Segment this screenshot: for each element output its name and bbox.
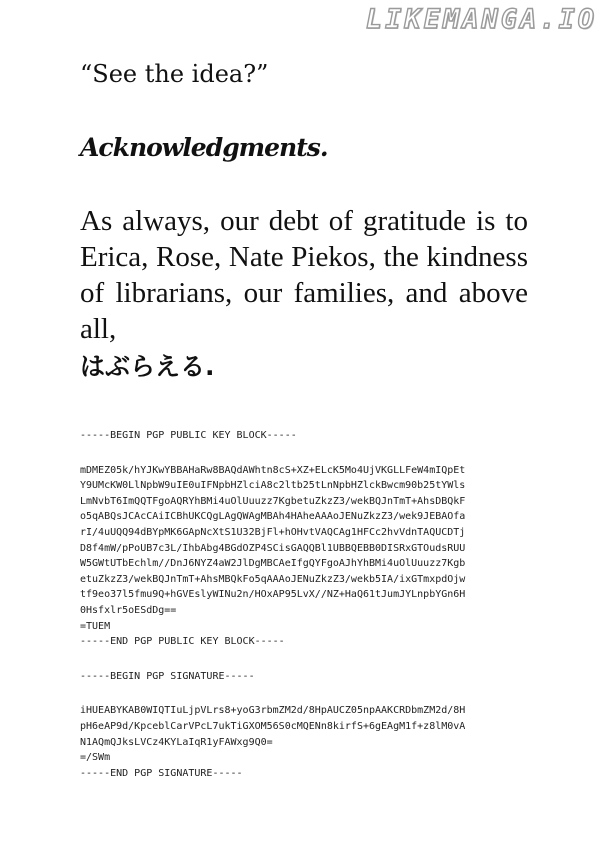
pgp-public-key-line: rI/4uUQQ94dBYpMK6GApNcXtS1U32BjFl+hOHvtVAQCAg1HFCc2hvVdnTAQUCDTj (80, 526, 466, 538)
pgp-signature-line: iHUEABYKAB0WIQTIuLjpVLrs8+yoG3rbmZM2d/8HpAUCZ05npAAKCRDbmZM2d/8H (80, 705, 466, 717)
pgp-public-key-line: 0Hsfxlr5oESdDg== (80, 604, 177, 616)
site-watermark: LIKEMANGA.IO (365, 4, 597, 35)
pgp-public-key-line: D8f4mW/pPoUB7c3L/IhbAbg4BGdOZP4SCisGAQQBl1UBBQEBB0DISRxGTOudsRUU (80, 542, 466, 554)
acknowledgments-text: As always, our debt of gratitude is to Erica, Rose, Nate Piekos, the kindness of librarians, our families, and above all, (80, 205, 528, 345)
pgp-public-key-end: -----END PGP PUBLIC KEY BLOCK----- (80, 636, 285, 648)
pgp-public-key-checksum: =TUEM (80, 620, 111, 632)
quote-line: “See the idea?” (80, 60, 269, 88)
pgp-signature-end: -----END PGP SIGNATURE----- (80, 767, 243, 779)
pgp-spacer (80, 444, 570, 463)
pgp-block (80, 428, 570, 781)
acknowledgments-heading: Acknowledgments. (80, 133, 328, 162)
acknowledgments-closing: はぶらえる. (80, 352, 215, 381)
pgp-signature-line: N1AQmQJksLVCz4KYLaIqR1yFAWxg9Q0= (80, 736, 273, 748)
pgp-public-key-begin: -----BEGIN PGP PUBLIC KEY BLOCK----- (80, 430, 297, 441)
pgp-public-key-line: tf9eo37l5fmu9Q+hGVEslyWINu2n/HOxAP95LvX//NZ+HaQ61tJumJYLnpbYGn6H (80, 589, 466, 601)
pgp-spacer (80, 684, 570, 703)
pgp-public-key-line: LmNvbT6ImQQTFgoAQRYhBMi4uOlUuuzz7KgbetuZkzZ3/wekBQJnTmT+AhsDBQkF (80, 495, 466, 507)
pgp-public-key-line: mDMEZ05k/hYJKwYBBAHaRw8BAQdAWhtn8cS+XZ+ELcK5Mo4UjVKGLLFeW4mIQpEt (80, 464, 466, 476)
pgp-public-key-line: Y9UMcKW0LlNpbW9uIE0uIFNpbHZlciA8c2ltb25tLnNpbHZlckBwcm90b25tYWls (80, 480, 466, 492)
pgp-spacer (80, 650, 570, 669)
pgp-public-key-line: o5qABQsJCAcCAiICBhUKCQgLAgQWAgMBAh4HAheAAAoJENuZkzZ3/wek9JEBAOfa (80, 511, 466, 523)
pgp-public-key-line: etuZkzZ3/wekBQJnTmT+AhsMBQkFo5qAAAoJENuZkzZ3/wekb5IA/ixGTmxpdOjw (80, 573, 466, 585)
pgp-signature-begin: -----BEGIN PGP SIGNATURE----- (80, 670, 255, 682)
pgp-signature-line: pH6eAP9d/KpceblCarVPcL7ukTiGXOM56S0cMQENn8kirfS+6gEAgM1f+z8lM0vA (80, 720, 466, 732)
acknowledgments-body (80, 203, 528, 387)
pgp-signature-checksum: =/SWm (80, 752, 111, 764)
pgp-public-key-line: W5GWtUTbEchlm//DnJ6NYZ4aW2JlDgMBCAeIfgQYFgoAJhYhBMi4uOlUuuzz7Kgb (80, 558, 466, 570)
